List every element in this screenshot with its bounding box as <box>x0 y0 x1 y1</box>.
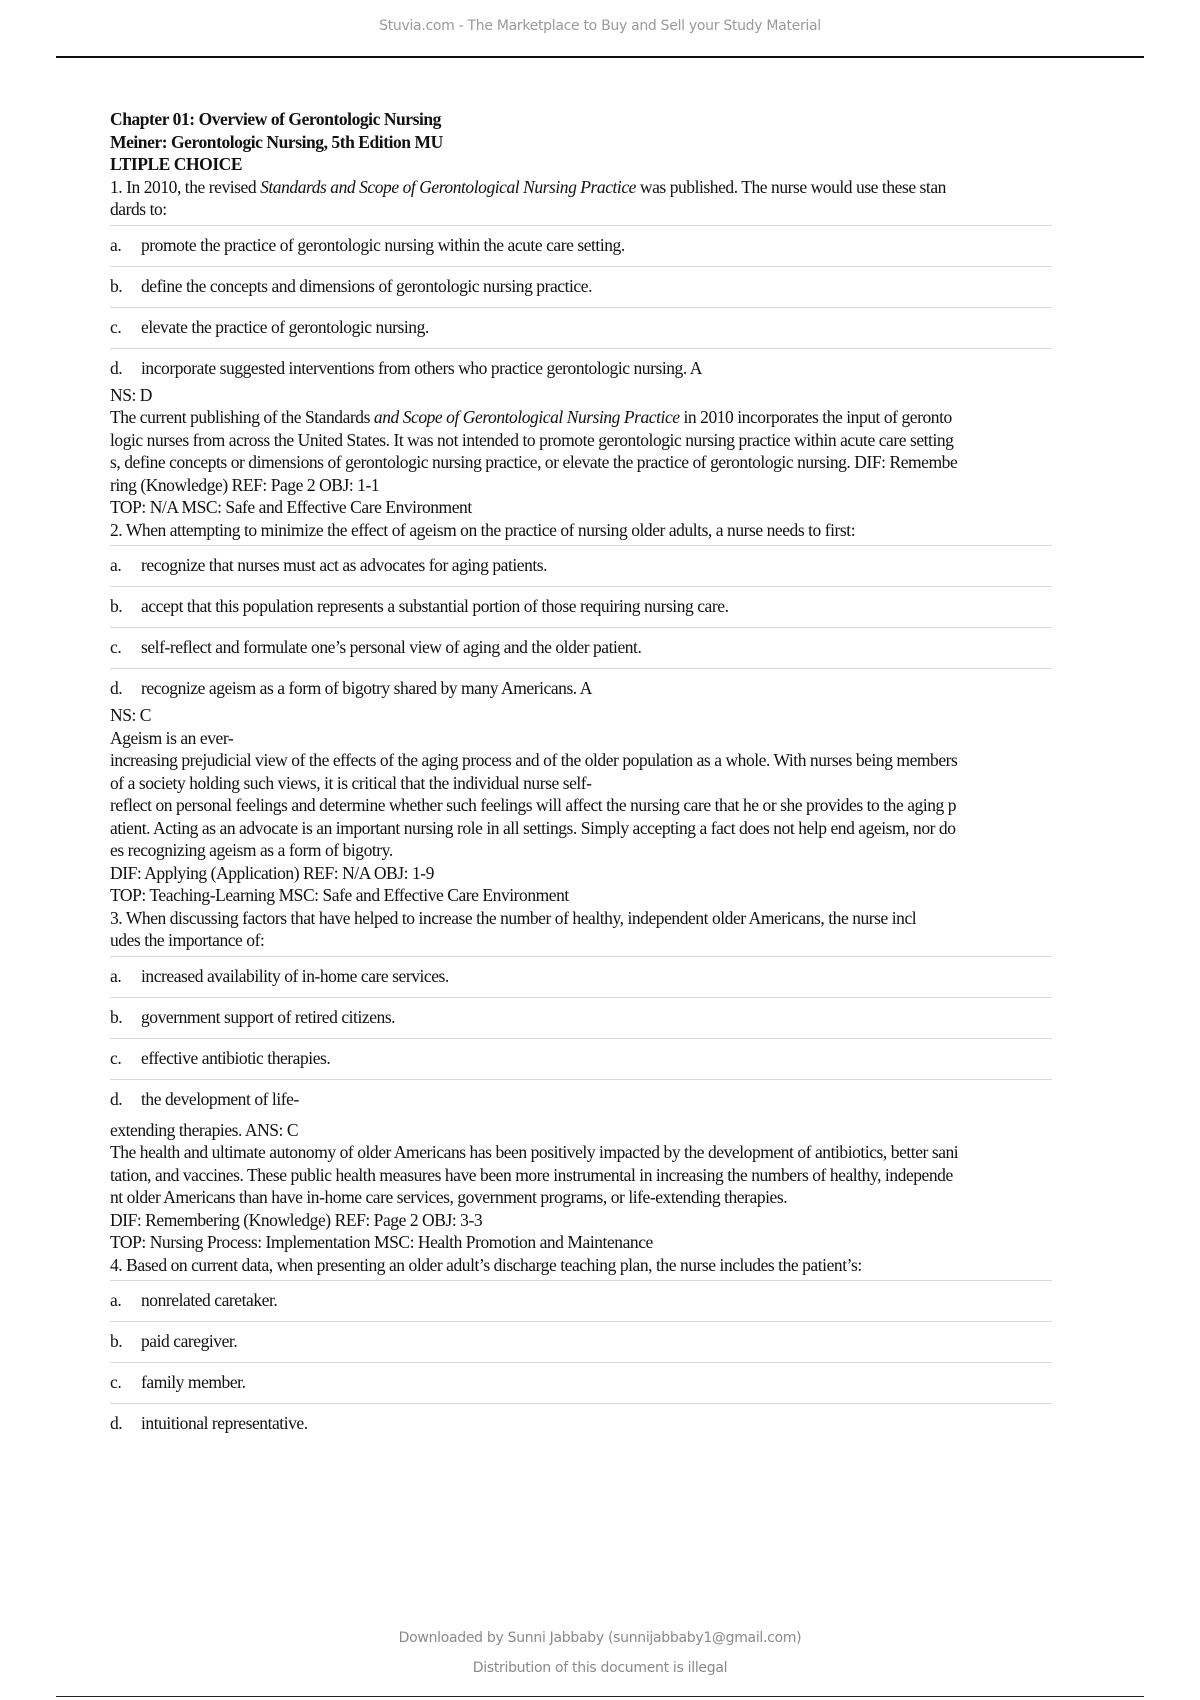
option-item <box>110 266 1052 307</box>
question-2-rationale-line: atient. Acting as an advocate is an important nursing role in all settings. Simply accepting a fact does not help end ageism, nor do <box>110 817 956 838</box>
option-item <box>110 1038 1052 1079</box>
q1-rationale-text-end: in 2010 incorporates the input of geronto <box>679 407 952 427</box>
option-letter: b. <box>110 596 123 616</box>
option-text: accept that this population represents a substantial portion of those requiring nursing care. <box>141 596 729 616</box>
option-item <box>110 1280 1052 1321</box>
option-text: self-reflect and formulate one’s personal view of aging and the older patient. <box>141 637 642 657</box>
option-text: the development of life- <box>141 1088 299 1109</box>
question-2-difficulty: DIF: Applying (Application) REF: N/A OBJ: 1-9 <box>110 862 434 883</box>
q1-stem-text: 1. In 2010, the revised <box>110 176 261 197</box>
option-text: recognize ageism as a form of bigotry shared by many Americans. A <box>141 678 592 698</box>
question-3-answer: extending therapies. ANS: C <box>110 1119 299 1140</box>
distribution-notice: Distribution of this document is illegal <box>472 1660 728 1676</box>
option-letter: a. <box>110 555 122 575</box>
chapter-title: Chapter 01: Overview of Gerontologic Nursing <box>110 109 441 129</box>
option-item <box>110 668 1052 704</box>
option-item <box>110 627 1052 668</box>
question-2-answer: NS: C <box>110 705 152 725</box>
option-letter: d. <box>110 1088 123 1109</box>
question-3-options <box>110 956 1052 1115</box>
option-letter: b. <box>110 275 123 296</box>
option-item <box>110 1362 1052 1403</box>
option-text: incorporate suggested interventions from others who practice gerontologic nursing. A <box>141 357 702 378</box>
book-title: Meiner: Gerontologic Nursing, 5th Edition MU <box>110 131 443 152</box>
option-text: family member. <box>141 1372 246 1392</box>
footer-divider <box>56 1696 1144 1697</box>
question-1-rationale-line: ring (Knowledge) REF: Page 2 OBJ: 1-1 <box>110 474 380 495</box>
question-1-rationale-line: logic nurses from across the United States. It was not intended to promote gerontologic nursing practice within acute care setting <box>110 429 954 450</box>
option-letter: c. <box>110 1372 122 1392</box>
option-text: increased availability of in-home care services. <box>141 965 449 986</box>
option-letter: d. <box>110 357 123 378</box>
question-1-topic: TOP: N/A MSC: Safe and Effective Care Environment <box>110 497 472 517</box>
question-1-options <box>110 225 1052 384</box>
option-text: nonrelated caretaker. <box>141 1290 278 1310</box>
question-1-stem <box>110 176 1120 199</box>
option-letter: c. <box>110 1047 122 1068</box>
option-item <box>110 1403 1052 1439</box>
question-3-stem-cont: udes the importance of: <box>110 930 265 950</box>
question-2-rationale-line: Ageism is an ever- <box>110 727 234 748</box>
question-3-rationale-line: nt older Americans than have in-home care services, government programs, or life-extending therapies. <box>110 1187 788 1207</box>
question-4-options <box>110 1280 1052 1439</box>
option-letter: c. <box>110 316 122 337</box>
option-letter: d. <box>110 678 123 698</box>
option-item <box>110 1321 1052 1362</box>
option-letter: b. <box>110 1331 123 1351</box>
option-letter: d. <box>110 1413 123 1433</box>
question-2-rationale-line: es recognizing ageism as a form of bigotry. <box>110 840 393 860</box>
question-2-rationale-line: of a society holding such views, it is critical that the individual nurse self- <box>110 772 592 793</box>
option-item <box>110 586 1052 627</box>
option-letter: a. <box>110 234 122 255</box>
option-letter: c. <box>110 637 122 657</box>
option-item <box>110 997 1052 1038</box>
download-attribution: Downloaded by Sunni Jabbaby (sunnijabbaby1@gmail.com) <box>398 1630 802 1646</box>
question-4-stem: 4. Based on current data, when presenting an older adult’s discharge teaching plan, the nurse includes the patient’s: <box>110 1254 862 1275</box>
option-text: define the concepts and dimensions of gerontologic nursing practice. <box>141 275 592 296</box>
question-3-rationale-line: tation, and vaccines. These public health measures have been more instrumental in increasing the numbers of healthy, independe <box>110 1164 953 1185</box>
option-text: promote the practice of gerontologic nursing within the acute care setting. <box>141 234 625 255</box>
document-body <box>110 108 1120 1439</box>
option-text: intuitional representative. <box>141 1413 308 1433</box>
option-item <box>110 1079 1052 1115</box>
option-letter: a. <box>110 965 122 986</box>
question-2-options <box>110 545 1052 704</box>
option-text: recognize that nurses must act as advocates for aging patients. <box>141 555 548 575</box>
question-3-rationale-line: The health and ultimate autonomy of older Americans has been positively impacted by the development of antibiotics, better sani <box>110 1142 959 1162</box>
page-header-watermark: Stuvia.com - The Marketplace to Buy and Sell your Study Material <box>379 18 821 34</box>
question-2-stem: 2. When attempting to minimize the effect of ageism on the practice of nursing older adults, a nurse needs to first: <box>110 519 856 540</box>
option-item <box>110 956 1052 997</box>
option-text: government support of retired citizens. <box>141 1006 396 1027</box>
question-3-difficulty: DIF: Remembering (Knowledge) REF: Page 2 OBJ: 3-3 <box>110 1209 483 1230</box>
q1-stem-text-end: was published. The nurse would use these stan <box>635 176 946 197</box>
option-item <box>110 225 1052 266</box>
q1-stem-italic: Standards and Scope of Gerontological Nursing Practice <box>260 176 636 197</box>
option-text: paid caregiver. <box>141 1331 238 1351</box>
question-3-topic: TOP: Nursing Process: Implementation MSC: Health Promotion and Maintenance <box>110 1232 653 1252</box>
option-item <box>110 307 1052 348</box>
option-letter: b. <box>110 1006 123 1027</box>
question-1-answer: NS: D <box>110 384 152 405</box>
question-2-topic: TOP: Teaching-Learning MSC: Safe and Effective Care Environment <box>110 885 569 905</box>
question-2-rationale-line: increasing prejudicial view of the effects of the aging process and of the older population as a whole. With nurses being members <box>110 750 958 770</box>
question-1-rationale <box>110 406 1120 429</box>
q1-rationale-italic: and Scope of Gerontological Nursing Practice <box>373 407 680 427</box>
header-divider <box>56 56 1144 58</box>
option-text: effective antibiotic therapies. <box>141 1047 331 1068</box>
question-3-stem: 3. When discussing factors that have helped to increase the number of healthy, independent older Americans, the nurse incl <box>110 907 917 928</box>
option-item <box>110 348 1052 384</box>
question-1-rationale-line: s, define concepts or dimensions of gerontologic nursing practice, or elevate the practice of gerontologic nursing. DIF: Remembe <box>110 452 958 472</box>
question-2-rationale-line: reflect on personal feelings and determine whether such feelings will affect the nursing care that he or she provides to the aging p <box>110 795 957 815</box>
q1-rationale-text: The current publishing of the Standards <box>110 407 374 427</box>
option-letter: a. <box>110 1290 122 1310</box>
option-item <box>110 545 1052 586</box>
option-text: elevate the practice of gerontologic nursing. <box>141 316 429 337</box>
question-1-stem-cont: dards to: <box>110 199 167 219</box>
section-title: LTIPLE CHOICE <box>110 154 243 174</box>
